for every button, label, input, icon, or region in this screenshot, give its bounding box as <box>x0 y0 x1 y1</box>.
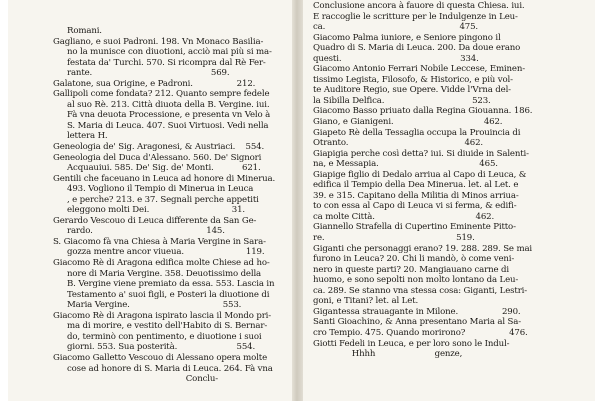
index-line: Otranto. 462. <box>313 138 483 149</box>
index-line: Gerardo Vescouo di Leuca differente da San Ge- <box>53 215 257 226</box>
index-line: goni, e Titani? let. al Let. <box>313 296 419 307</box>
index-line: 493. Vogliono il Tempio di Minerua in Leuca <box>67 184 254 195</box>
index-line: giorni. 553. Sua posterità. 554. <box>67 342 256 353</box>
index-line: S. Giacomo fà vna Chiesa à Maria Vergine in Sara- <box>53 236 266 247</box>
index-line: huomo, e sono sepolti non molto lontano da Leu- <box>313 275 519 286</box>
index-line: Conclu- <box>67 374 218 385</box>
index-line: Giganti che personaggi erano? 19. 288. 289. Se mai <box>313 243 533 254</box>
index-line: ca molte Città. 462. <box>313 211 495 222</box>
index-line: Gallipoli come fondata? 212. Quanto sempre fedele <box>53 89 270 100</box>
index-line: B. Vergine viene premiato da essa. 553. Lascia in <box>67 279 275 290</box>
index-line: Gentili che faceuano in Leuca ad honore di Minerua. <box>53 173 276 184</box>
index-line: la Sibilla Delfica. 523. <box>313 95 491 106</box>
index-line: S. Maria di Leuca. 407. Suoi Virtuosi. Vedi nella <box>67 120 269 131</box>
index-line: , e perche? 213. e 37. Segnali perche appetiti <box>67 194 259 205</box>
left-index-column <box>53 26 278 385</box>
index-line: te Auditore Regio, sue Opere. Vidde l'Vrna del- <box>313 85 511 96</box>
index-line: tissimo Legista, Filosofo, & Historico, e più vol- <box>313 74 513 85</box>
index-line: 39. e 315. Capitano della Militia di Minos arriua- <box>313 190 519 201</box>
index-line: to con essa al Capo di Leuca vi si ferma, & edifi- <box>313 201 517 212</box>
index-line: festata da' Turchi. 570. Si ricompra dal Rè Fer- <box>67 57 266 68</box>
index-line: Quadro di S. Maria di Leuca. 200. Da doue erano <box>313 43 521 54</box>
index-line: Giacomo Galletto Vescouo di Alessano opera molte <box>53 352 268 363</box>
index-line: na, e Messapia. 465. <box>313 159 498 170</box>
index-line: Giacomo Antonio Ferrari Nobile Leccese, Eminen- <box>313 64 525 75</box>
index-line: Giapigia perche così detta? iui. Si diuide in Salenti- <box>313 148 529 159</box>
index-line: Giapeto Rè della Tessaglia occupa la Prouincia di <box>313 127 521 138</box>
index-line: cro Tempio. 475. Quando morirono? 476. <box>313 327 528 338</box>
book-gutter <box>292 0 303 401</box>
index-line: Testamento a' suoi figli, e Posteri la diuotione di <box>67 289 270 300</box>
index-line: no la munisce con diuotioni, acciò mai più si ma- <box>67 47 272 58</box>
index-line: edifica il Tempio della Dea Minerua. let. al Let. e <box>313 180 519 191</box>
index-line: Giannello Strafella di Cupertino Eminente Pitto- <box>313 222 516 233</box>
index-line: Giotti Fedeli in Leuca, e per loro sono le Indul- <box>313 338 510 349</box>
index-line: Galatone, sua Origine, e Padroni. 212. <box>53 78 256 89</box>
index-line: rante. 569. <box>67 68 230 79</box>
index-line: Santi Gioachino, & Anna presentano Maria al Sa- <box>313 317 522 328</box>
right-index-column <box>313 1 543 360</box>
right-page <box>303 0 595 401</box>
index-line: Gigantessa strauagante in Milone. 290. <box>313 306 521 317</box>
index-line: eleggono molti Dei. 31. <box>67 205 245 216</box>
index-line: Giano, e Gianigeni. 462. <box>313 117 503 128</box>
index-line: Conclusione ancora à fauore di questa Chiesa. iui. <box>313 1 525 11</box>
index-line: Giapige figlio di Dedalo arriua al Capo di Leuca, & <box>313 169 527 180</box>
index-line: E raccoglie le scritture per le Indulgenze in Leu- <box>313 11 518 22</box>
index-line: nore di Maria Vergine. 358. Deuotissimo della <box>67 268 262 279</box>
index-line: ca. 475. <box>313 22 479 33</box>
index-line: Romani. <box>67 26 102 36</box>
index-line: Fà vna deuota Processione, e presenta vn Velo à <box>67 110 271 121</box>
index-line: gozza mentre ancor viueua. 119. <box>67 247 265 258</box>
index-line: questi. 334. <box>313 53 479 64</box>
index-line: lettera H. <box>67 131 108 142</box>
index-line: re. 519. <box>313 233 475 244</box>
index-line: nero in queste parti? 20. Mangiauano carne di <box>313 264 509 275</box>
index-line: Giacomo Palma iuniore, e Seniore pingono il <box>313 32 501 43</box>
index-line: Gagliano, e suoi Padroni. 198. Vn Monaco Basilia- <box>53 36 264 47</box>
index-line: ma di morire, e vestito dell'Habito di S. Bernar- <box>67 321 268 332</box>
index-line: do, terminò con pentimento, e diuotione i suoi <box>67 331 262 342</box>
index-line: rardo. 145. <box>67 226 225 237</box>
index-line: Giacomo Rè di Aragona edifica molte Chiese ad ho- <box>53 258 270 269</box>
index-line: furono in Leuca? 20. Chi li mandò, ò come veni- <box>313 254 515 265</box>
index-line: cose ad honore di S. Maria di Leuca. 264. Fà vna <box>67 363 273 374</box>
index-line: Geneologia de' Sig. Aragonesi, & Austriaci. 554. <box>53 142 265 153</box>
index-line: Hhhh genze, <box>313 349 463 360</box>
index-line: Geneologia del Duca d'Alessano. 560. De' Signori <box>53 152 262 163</box>
index-line: al suo Rè. 213. Città diuota della B. Vergine. iui. <box>67 99 270 110</box>
index-line: Maria Vergine. 553. <box>67 300 242 311</box>
index-line: Giacomo Basso priuato dalla Regina Giouanna. 186. <box>313 106 533 117</box>
index-line: Acquauiui. 585. De' Sig. de' Monti. 621. <box>67 163 261 174</box>
index-line: ca. 289. Se stanno vna stessa cosa: Giganti, Lestri- <box>313 285 528 296</box>
index-line: Giacomo Rè di Aragona ispirato lascia il Mondo pri- <box>53 310 272 321</box>
left-page <box>8 0 292 401</box>
